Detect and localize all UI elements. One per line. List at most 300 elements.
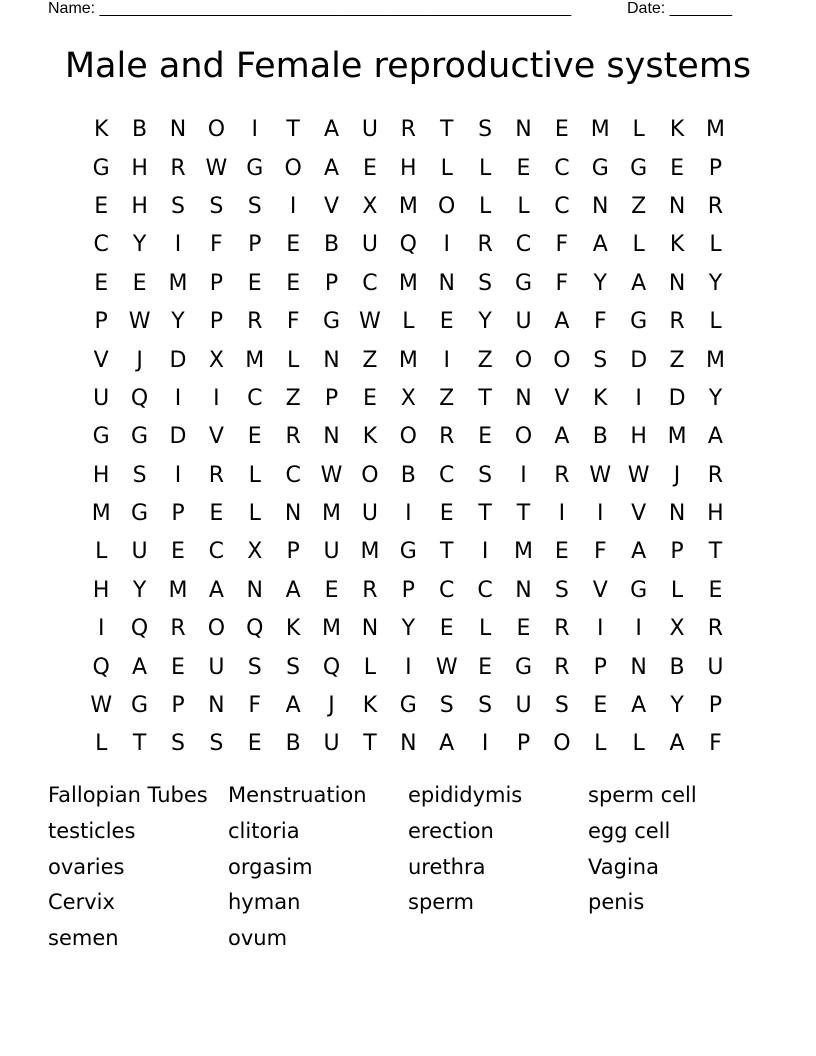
grid-letter: L — [440, 155, 453, 181]
grid-letter: Z — [477, 347, 493, 373]
grid-letter: M — [360, 539, 380, 565]
grid-letter: H — [707, 501, 724, 527]
grid-letter: R — [208, 462, 225, 488]
grid-letter: N — [630, 654, 647, 680]
grid-letter: A — [554, 424, 570, 450]
grid-letter: D — [668, 385, 686, 411]
grid-letter: T — [478, 385, 492, 411]
grid-letter: W — [90, 693, 113, 719]
grid-letter: K — [285, 616, 301, 642]
grid-letter: B — [132, 117, 148, 143]
grid-letter: A — [554, 309, 570, 335]
grid-letter: E — [670, 155, 684, 181]
grid-letter: I — [635, 616, 642, 642]
grid-letter: B — [323, 232, 340, 258]
grid-letter: C — [554, 155, 570, 181]
grid-letter: A — [592, 232, 608, 258]
grid-letter: N — [438, 270, 455, 296]
word-bank-item: Menstruation — [228, 783, 367, 807]
grid-letter: K — [593, 385, 608, 411]
grid-letter: O — [514, 424, 533, 450]
grid-letter: I — [405, 654, 412, 680]
grid-letter: I — [251, 117, 258, 143]
grid-letter: N — [668, 193, 686, 219]
grid-letter: S — [478, 693, 493, 719]
grid-letter: J — [136, 347, 143, 373]
grid-letter: I — [174, 232, 182, 258]
grid-letter: B — [592, 424, 608, 450]
grid-letter: A — [132, 654, 148, 680]
grid-letter: L — [670, 577, 684, 603]
grid-letter: M — [705, 347, 725, 373]
grid-letter: M — [322, 616, 342, 642]
grid-letter: N — [361, 616, 379, 642]
grid-letter: V — [631, 501, 647, 527]
grid-letter: I — [597, 616, 604, 642]
grid-letter: L — [248, 501, 261, 527]
grid-letter: W — [320, 462, 343, 488]
grid-letter: P — [516, 731, 531, 757]
grid-letter: S — [554, 693, 569, 719]
grid-letter: Y — [171, 309, 185, 335]
grid-letter: M — [590, 117, 610, 143]
word-bank — [48, 778, 768, 957]
grid-letter: R — [707, 462, 724, 488]
grid-letter: T — [363, 731, 377, 757]
grid-letter: W — [435, 654, 458, 680]
grid-letter: G — [323, 309, 341, 335]
grid-letter: M — [91, 501, 111, 527]
grid-letter: R — [707, 616, 724, 642]
grid-letter: L — [363, 654, 377, 680]
grid-letter: E — [209, 501, 224, 527]
grid-letter: M — [322, 501, 342, 527]
grid-letter: P — [670, 539, 684, 565]
grid-letter: I — [520, 462, 527, 488]
grid-letter: R — [477, 232, 493, 258]
grid-letter: A — [669, 731, 685, 757]
grid-letter: M — [245, 347, 265, 373]
grid-letter: S — [170, 731, 185, 757]
grid-letter: A — [631, 539, 647, 565]
grid-letter: U — [361, 117, 378, 143]
grid-letter: R — [362, 577, 378, 603]
grid-letter: M — [398, 270, 418, 296]
grid-letter: E — [286, 270, 301, 296]
grid-letter: G — [514, 270, 533, 296]
grid-letter: N — [668, 270, 686, 296]
grid-letter: U — [515, 693, 532, 719]
grid-letter: E — [171, 539, 185, 565]
grid-letter: I — [97, 616, 105, 642]
grid-letter: H — [131, 193, 148, 219]
grid-letter: R — [285, 424, 301, 450]
grid-letter: E — [362, 155, 377, 181]
grid-letter: S — [439, 693, 454, 719]
grid-letter: G — [131, 424, 149, 450]
grid-letter: T — [286, 117, 300, 143]
grid-letter: K — [93, 117, 109, 143]
grid-letter: S — [478, 270, 493, 296]
grid-letter: Y — [401, 616, 416, 642]
grid-letter: L — [95, 731, 108, 757]
name-field-label: Name: _____________________________________________________ — [48, 0, 572, 17]
grid-letter: U — [323, 539, 340, 565]
grid-letter: E — [247, 731, 262, 757]
word-search-grid — [82, 111, 735, 764]
grid-letter: X — [669, 616, 685, 642]
grid-letter: A — [631, 270, 647, 296]
grid-letter: I — [289, 193, 297, 219]
grid-letter: N — [515, 577, 532, 603]
word-bank-item: clitoria — [228, 818, 300, 843]
grid-letter: Q — [399, 232, 417, 258]
grid-letter: E — [247, 270, 262, 296]
grid-letter: R — [669, 309, 685, 335]
grid-letter: P — [324, 270, 339, 296]
grid-letter: O — [207, 616, 226, 642]
grid-letter: A — [285, 577, 301, 603]
grid-letter: S — [170, 193, 185, 219]
grid-letter: A — [707, 424, 723, 450]
grid-letter: U — [361, 232, 378, 258]
grid-letter: T — [132, 731, 147, 757]
grid-letter: Y — [593, 270, 607, 296]
grid-letter: E — [132, 270, 147, 296]
grid-letter: E — [324, 577, 339, 603]
grid-letter: T — [516, 501, 531, 527]
grid-letter: F — [286, 309, 300, 335]
date-field-label: Date: _______ — [627, 0, 732, 17]
grid-letter: L — [478, 616, 492, 642]
grid-letter: J — [328, 693, 335, 719]
grid-letter: G — [399, 693, 417, 719]
grid-letter: X — [208, 347, 224, 373]
grid-letter: G — [399, 539, 417, 565]
grid-letter: U — [361, 501, 378, 527]
grid-letter: C — [439, 577, 455, 603]
grid-letter: E — [94, 270, 109, 296]
grid-letter: L — [95, 539, 108, 565]
grid-letter: F — [709, 731, 722, 757]
grid-letter: O — [284, 155, 302, 181]
grid-letter: L — [632, 232, 645, 258]
grid-letter: S — [247, 654, 262, 680]
grid-letter: N — [208, 693, 225, 719]
grid-letter: N — [515, 117, 532, 143]
grid-letter: K — [669, 232, 685, 258]
grid-letter: N — [592, 193, 609, 219]
grid-letter: Z — [631, 193, 647, 219]
grid-letter: R — [400, 117, 416, 143]
grid-letter: F — [593, 539, 607, 565]
grid-letter: Q — [92, 654, 110, 680]
page-title: Male and Female reproductive systems — [64, 46, 752, 86]
grid-letter: W — [627, 462, 650, 488]
grid-letter: L — [632, 731, 645, 757]
grid-letter: D — [630, 347, 648, 373]
grid-letter: U — [208, 654, 225, 680]
grid-letter: O — [553, 731, 571, 757]
grid-letter: P — [209, 270, 223, 296]
grid-letter: H — [630, 424, 647, 450]
grid-letter: Z — [669, 347, 685, 373]
grid-letter: R — [554, 654, 570, 680]
grid-letter: V — [93, 347, 109, 373]
grid-letter: E — [593, 693, 608, 719]
grid-letter: Y — [478, 309, 492, 335]
grid-letter: S — [286, 654, 301, 680]
grid-letter: G — [131, 501, 149, 527]
grid-letter: M — [168, 577, 188, 603]
grid-letter: G — [92, 155, 110, 181]
grid-letter: L — [594, 731, 607, 757]
grid-letter: T — [478, 501, 492, 527]
grid-letter: L — [478, 193, 492, 219]
grid-letter: F — [593, 309, 607, 335]
grid-letter: V — [324, 193, 340, 219]
grid-letter: C — [515, 232, 532, 258]
grid-letter: R — [247, 309, 263, 335]
grid-letter: U — [515, 309, 532, 335]
word-bank-item: semen — [48, 926, 119, 951]
grid-letter: F — [555, 232, 569, 258]
grid-letter: L — [248, 462, 261, 488]
word-bank-item: erection — [408, 818, 494, 843]
grid-letter: W — [359, 309, 381, 335]
grid-letter: C — [285, 462, 301, 488]
grid-letter: O — [553, 347, 571, 373]
grid-letter: O — [514, 347, 533, 373]
grid-letter: N — [668, 501, 686, 527]
grid-letter: P — [401, 577, 415, 603]
grid-letter: K — [362, 424, 378, 450]
grid-letter: N — [400, 731, 417, 757]
grid-letter: L — [478, 155, 492, 181]
grid-letter: U — [93, 385, 110, 411]
word-bank-item: testicles — [48, 818, 136, 843]
word-bank-item: ovaries — [48, 854, 125, 879]
word-bank-item: epididymis — [408, 783, 523, 807]
grid-letter: S — [132, 462, 147, 488]
grid-letter: R — [707, 193, 724, 219]
grid-letter: Y — [132, 577, 147, 603]
grid-letter: G — [514, 654, 533, 680]
grid-letter: R — [554, 616, 570, 642]
grid-letter: L — [632, 117, 645, 143]
grid-letter: X — [362, 193, 378, 219]
word-bank-item: Vagina — [588, 854, 659, 879]
word-bank-item: ovum — [228, 926, 288, 951]
grid-letter: I — [213, 385, 220, 411]
grid-letter: U — [131, 539, 148, 565]
grid-letter: Y — [670, 693, 684, 719]
grid-letter: E — [439, 501, 454, 527]
grid-letter: G — [92, 424, 110, 450]
grid-letter: K — [669, 117, 685, 143]
grid-letter: H — [400, 155, 417, 181]
grid-letter: E — [516, 616, 531, 642]
grid-letter: I — [443, 232, 450, 258]
grid-letter: I — [174, 385, 182, 411]
grid-letter: W — [205, 155, 228, 181]
grid-letter: T — [439, 539, 454, 565]
grid-letter: C — [247, 385, 263, 411]
grid-letter: J — [673, 462, 681, 488]
grid-letter: P — [171, 693, 185, 719]
grid-letter: R — [170, 616, 186, 642]
grid-letter: Y — [708, 270, 723, 296]
grid-letter: B — [669, 654, 685, 680]
grid-letter: X — [400, 385, 416, 411]
grid-letter: Z — [439, 385, 455, 411]
grid-letter: E — [171, 654, 185, 680]
grid-letter: A — [285, 693, 301, 719]
grid-letter: N — [169, 117, 187, 143]
grid-letter: T — [439, 117, 454, 143]
grid-letter: R — [439, 424, 455, 450]
grid-letter: P — [209, 309, 223, 335]
grid-letter: X — [247, 539, 263, 565]
word-bank-item: sperm — [408, 890, 474, 915]
grid-letter: E — [478, 424, 493, 450]
grid-letter: E — [708, 577, 723, 603]
grid-letter: E — [439, 309, 454, 335]
grid-letter: Q — [130, 616, 149, 642]
grid-letter: S — [209, 193, 224, 219]
grid-letter: I — [635, 385, 642, 411]
grid-letter: P — [171, 501, 185, 527]
word-bank-item: orgasim — [228, 854, 313, 879]
grid-letter: P — [286, 539, 300, 565]
grid-letter: P — [94, 309, 108, 335]
grid-letter: F — [248, 693, 262, 719]
grid-letter: N — [515, 385, 532, 411]
grid-letter: V — [554, 385, 570, 411]
grid-letter: Y — [708, 385, 723, 411]
grid-letter: P — [593, 654, 607, 680]
grid-letter: S — [478, 462, 493, 488]
grid-letter: C — [93, 232, 109, 258]
grid-letter: U — [707, 654, 724, 680]
grid-letter: H — [92, 577, 110, 603]
grid-letter: H — [131, 155, 148, 181]
grid-letter: Q — [322, 654, 341, 680]
grid-letter: E — [478, 654, 493, 680]
grid-letter: G — [630, 577, 648, 603]
grid-letter: Z — [285, 385, 301, 411]
grid-letter: S — [593, 347, 608, 373]
grid-letter: O — [438, 193, 456, 219]
grid-letter: N — [323, 347, 340, 373]
grid-letter: E — [247, 424, 262, 450]
grid-letter: A — [439, 731, 455, 757]
grid-letter: I — [174, 462, 182, 488]
grid-letter: G — [630, 155, 648, 181]
grid-letter: O — [361, 462, 379, 488]
grid-letter: S — [478, 117, 493, 143]
grid-letter: R — [170, 155, 186, 181]
grid-letter: I — [481, 731, 489, 757]
grid-letter: P — [708, 693, 723, 719]
grid-letter: A — [208, 577, 224, 603]
grid-letter: D — [169, 424, 187, 450]
grid-letter: S — [209, 731, 224, 757]
grid-letter: H — [92, 462, 110, 488]
grid-letter: Q — [246, 616, 264, 642]
grid-letter: A — [324, 155, 340, 181]
grid-letter: C — [362, 270, 378, 296]
word-bank-item: Cervix — [48, 890, 115, 915]
grid-letter: C — [477, 577, 493, 603]
grid-letter: V — [592, 577, 608, 603]
grid-letter: O — [207, 117, 226, 143]
grid-letter: A — [631, 693, 647, 719]
grid-letter: A — [324, 117, 340, 143]
grid-letter: P — [324, 385, 339, 411]
grid-letter: G — [131, 693, 149, 719]
grid-letter: M — [168, 270, 188, 296]
grid-letter: I — [597, 501, 604, 527]
grid-letter: P — [708, 155, 723, 181]
grid-letter: C — [439, 462, 455, 488]
grid-letter: M — [398, 193, 418, 219]
grid-letter: W — [589, 462, 612, 488]
grid-letter: L — [402, 309, 415, 335]
grid-letter: E — [94, 193, 109, 219]
grid-letter: L — [517, 193, 530, 219]
word-bank-item: sperm cell — [588, 783, 697, 807]
grid-letter: S — [247, 193, 262, 219]
grid-letter: Q — [130, 385, 149, 411]
grid-letter: N — [284, 501, 302, 527]
grid-letter: M — [514, 539, 533, 565]
grid-letter: C — [554, 193, 570, 219]
grid-letter: E — [362, 385, 377, 411]
grid-letter: B — [285, 731, 301, 757]
grid-letter: S — [554, 577, 569, 603]
grid-letter: V — [208, 424, 224, 450]
grid-letter: F — [210, 232, 223, 258]
grid-letter: L — [287, 347, 300, 373]
grid-letter: Y — [132, 232, 147, 258]
grid-letter: W — [128, 309, 151, 335]
grid-letter: E — [439, 616, 454, 642]
grid-letter: F — [555, 270, 569, 296]
grid-letter: G — [630, 309, 648, 335]
grid-letter: I — [405, 501, 412, 527]
grid-letter: N — [246, 577, 263, 603]
word-bank-item: Fallopian Tubes — [48, 783, 208, 807]
word-bank-item: hyman — [228, 890, 301, 915]
grid-letter: D — [169, 347, 187, 373]
grid-letter: U — [323, 731, 340, 757]
grid-letter: G — [591, 155, 609, 181]
grid-letter: M — [667, 424, 687, 450]
grid-letter: M — [705, 117, 725, 143]
grid-letter: I — [443, 347, 450, 373]
grid-letter: K — [362, 693, 378, 719]
grid-letter: P — [248, 232, 262, 258]
grid-letter: G — [246, 155, 264, 181]
grid-letter: Z — [362, 347, 378, 373]
word-bank-item: egg cell — [588, 818, 671, 843]
grid-letter: I — [558, 501, 566, 527]
grid-letter: B — [400, 462, 416, 488]
grid-letter: E — [286, 232, 301, 258]
grid-letter: I — [481, 539, 489, 565]
grid-letter: O — [399, 424, 417, 450]
